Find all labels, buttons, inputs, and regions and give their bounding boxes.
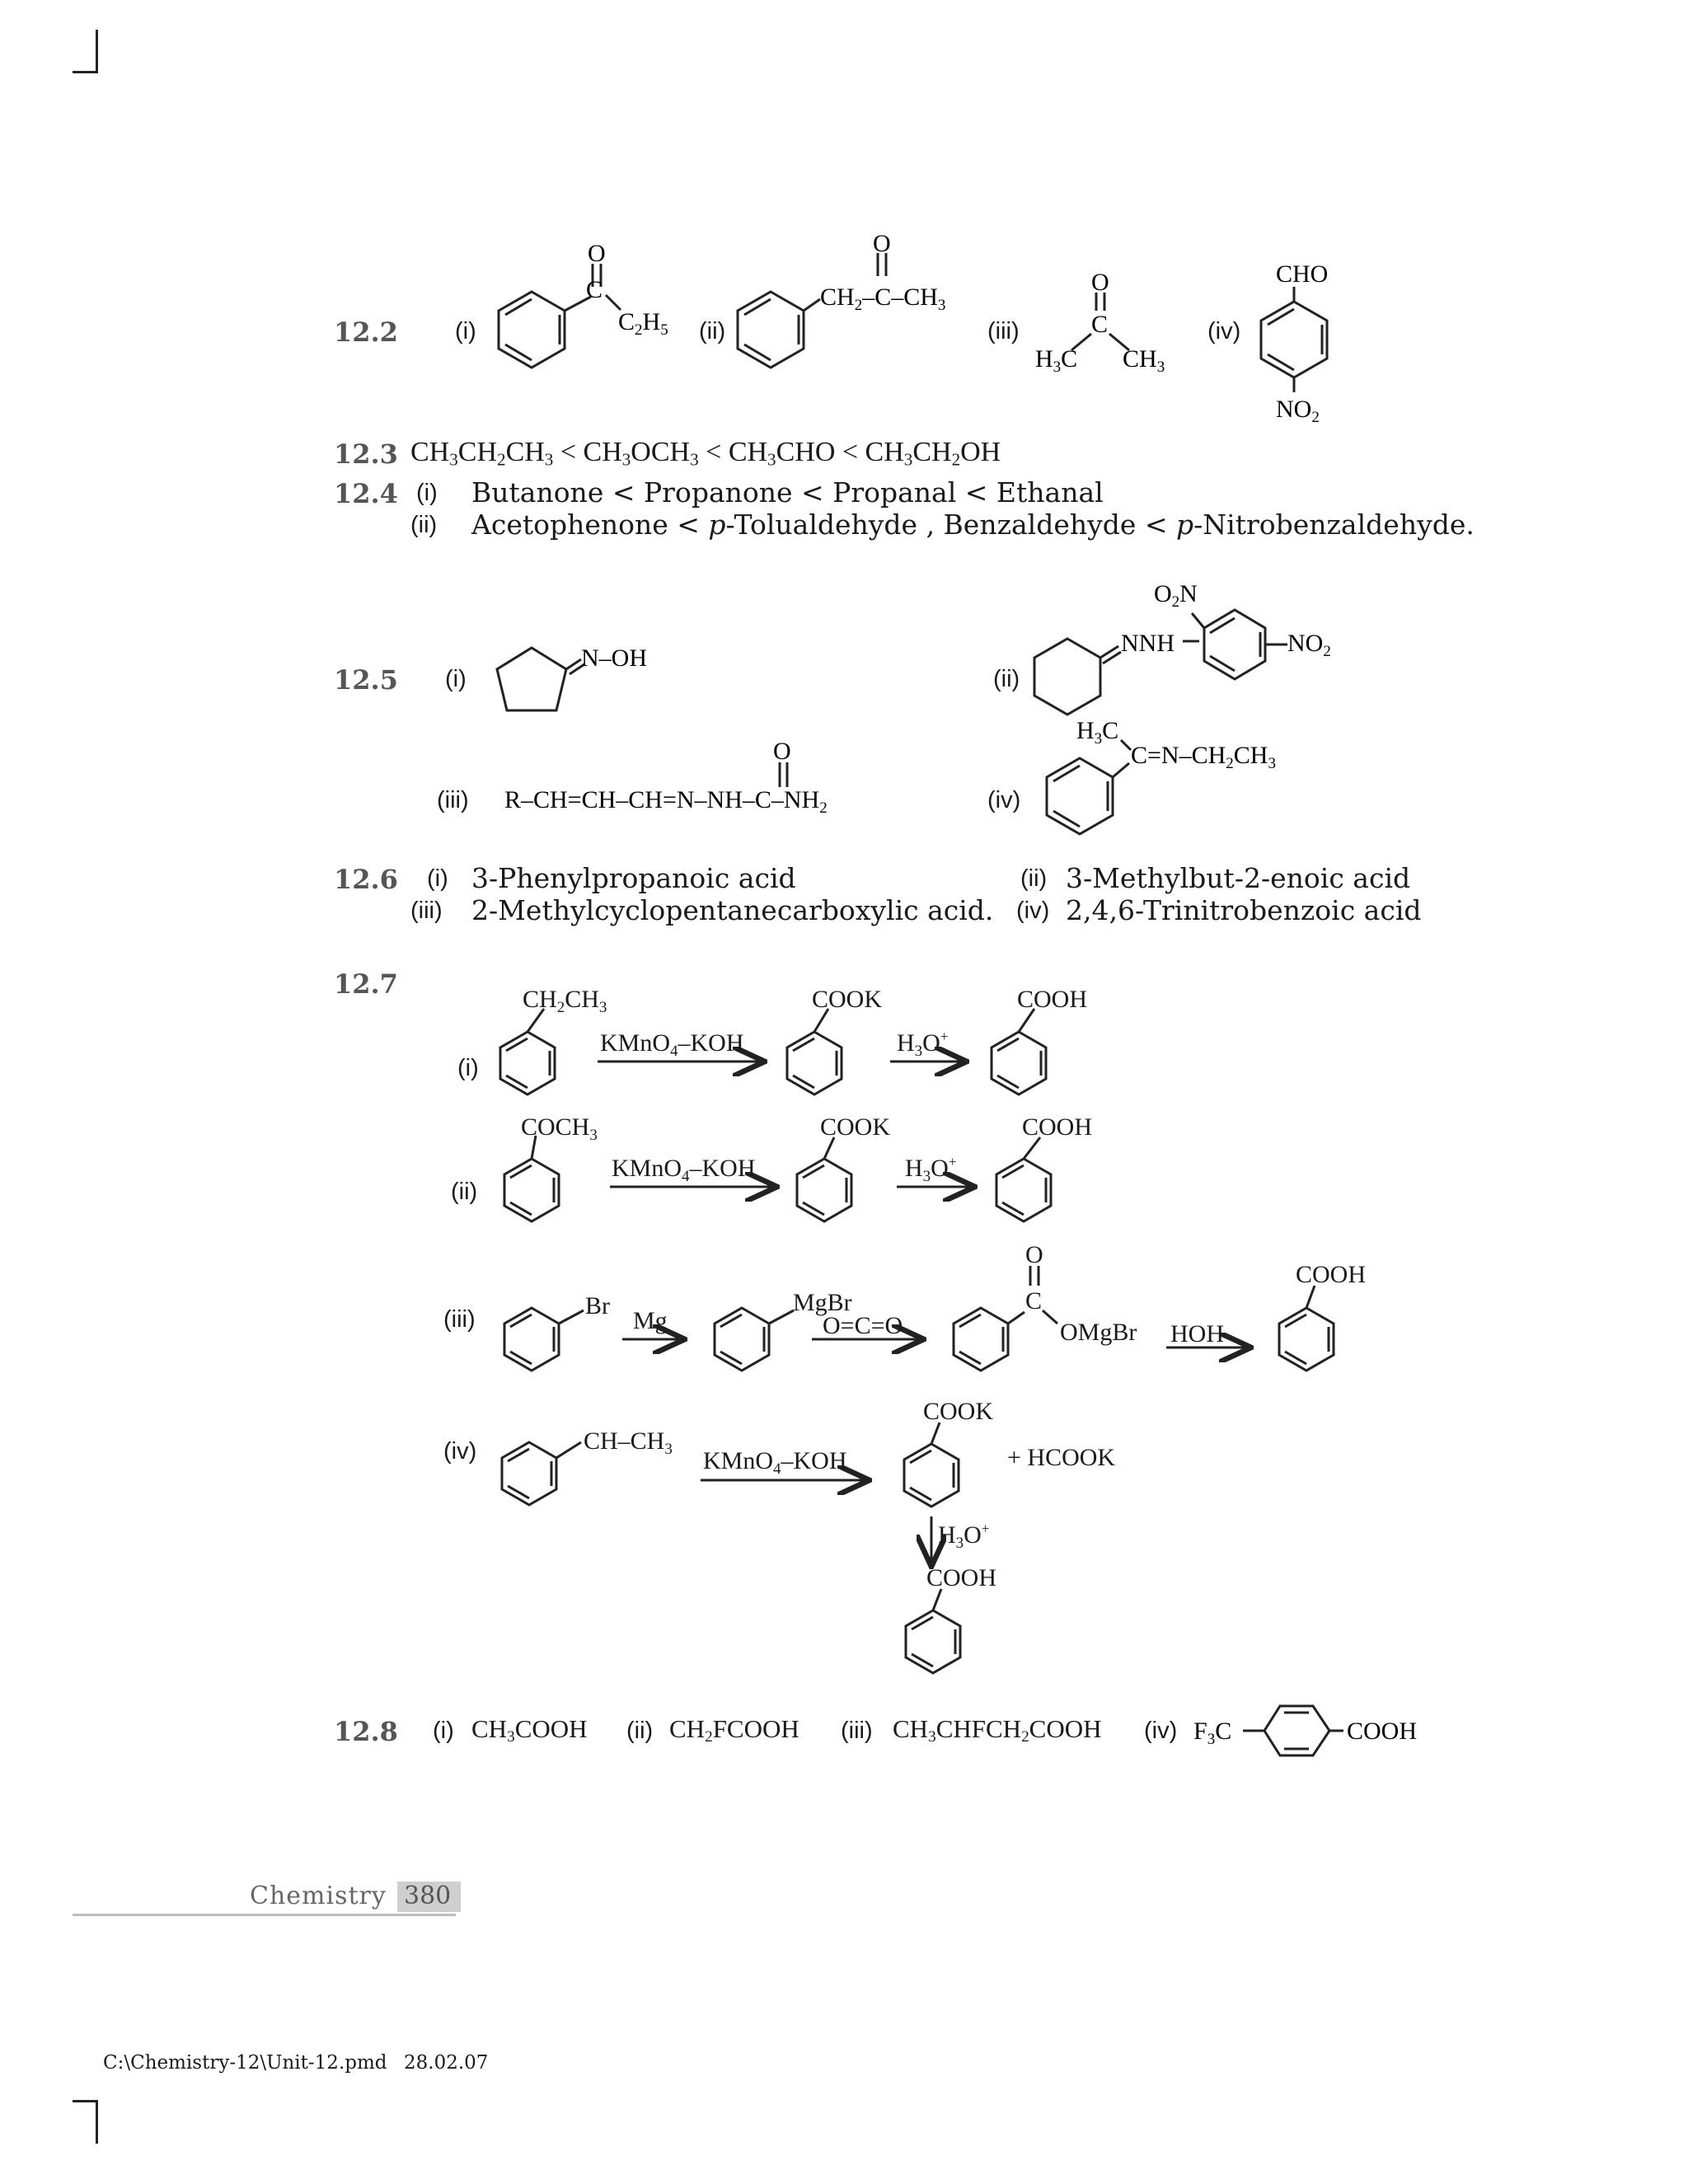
svg-text:C2H5: $C_2H_5$ xyxy=(618,308,668,339)
svg-text:KMnO4–KOH: KMnO$_4$–KOH xyxy=(703,1447,847,1478)
reactivity-order: Acetophenone < p-Tolualdehyde , Benzaldehyde < p-Nitrobenzaldehyde. xyxy=(471,509,1475,541)
footer-page-number: 380 xyxy=(397,1882,461,1912)
part-label: (iv) xyxy=(1207,318,1241,344)
part-label: (i) xyxy=(433,1718,454,1744)
question-number: 12.2 xyxy=(334,316,398,348)
boiling-point-order: $CH_3CH_2CH_3 < CH_3OCH_3 < CH_3CHO < CH_3CH_2OH$ xyxy=(410,437,1001,470)
svg-text:COOH: COOH xyxy=(1296,1261,1367,1288)
svg-text:+ HCOOK: + HCOOK xyxy=(1007,1444,1116,1471)
part-label: (iii) xyxy=(437,787,469,813)
part-label: (iii) xyxy=(443,1306,476,1333)
part-label: (iii) xyxy=(987,318,1020,344)
svg-text:COOH: COOH xyxy=(1347,1718,1418,1745)
svg-text:H3O+: $H_3O^+$ xyxy=(905,1154,957,1185)
svg-text:O2N: $O_2N$ xyxy=(1154,580,1198,611)
svg-text:H3O+: $H_3O^+$ xyxy=(938,1521,990,1552)
svg-text:CH2–C–CH3: $CH_2-C-CH_3$ xyxy=(820,284,946,314)
part-label: (iv) xyxy=(987,787,1021,813)
iupac-name: 2,4,6-Trinitrobenzoic acid xyxy=(1066,894,1422,926)
svg-text:KMnO4–KOH: KMnO$_4$–KOH xyxy=(600,1029,744,1060)
svg-text:N–OH: N–OH xyxy=(581,644,647,672)
part-label: (iii) xyxy=(410,898,443,924)
svg-text:O: O xyxy=(1025,1241,1043,1268)
part-label: (i) xyxy=(427,865,448,892)
svg-text:Mg: Mg xyxy=(633,1307,668,1334)
iupac-name: 3-Methylbut-2-enoic acid xyxy=(1066,862,1411,894)
part-label: (i) xyxy=(416,480,438,506)
svg-text:H3C: $H_3C$ xyxy=(1035,345,1078,376)
question-number: 12.7 xyxy=(334,968,398,1000)
svg-text:COOH: COOH xyxy=(1022,1113,1093,1141)
acid-formula: $CH_3CHFCH_2COOH$ xyxy=(893,1714,1102,1746)
svg-text:KMnO4–KOH: KMnO$_4$–KOH xyxy=(612,1155,756,1185)
svg-text:COOK: COOK xyxy=(820,1113,891,1141)
svg-text:MgBr: MgBr xyxy=(793,1289,852,1316)
svg-text:F3C: $F_3C$ xyxy=(1193,1718,1232,1748)
part-label: (i) xyxy=(455,318,476,344)
svg-text:O: O xyxy=(773,738,791,765)
svg-text:CH2CH3: $CH_2CH_3$ xyxy=(523,986,607,1016)
svg-text:COOK: COOK xyxy=(923,1398,994,1425)
svg-text:COCH3: $COCH_3$ xyxy=(521,1113,598,1144)
part-label: (ii) xyxy=(1020,865,1048,892)
part-label: (ii) xyxy=(699,318,726,344)
part-label: (i) xyxy=(445,666,467,692)
svg-text:CH3: $CH_3$ xyxy=(1123,345,1165,376)
svg-text:H3O+: $H_3O^+$ xyxy=(897,1029,949,1060)
part-label: (ii) xyxy=(626,1718,654,1744)
part-label: (i) xyxy=(457,1055,479,1081)
file-date: 28.02.07 xyxy=(404,2052,489,2074)
question-number: 12.4 xyxy=(334,478,398,509)
part-label: (iii) xyxy=(841,1718,873,1744)
svg-text:R–CH=CH–CH=N–NH–C–NH2: $R-CH=CH-CH=N-NH-C-NH_2$ xyxy=(504,786,828,817)
svg-text:CH–CH3: $CH-CH_3$ xyxy=(584,1427,673,1458)
acid-formula: $CH_3COOH$ xyxy=(471,1714,588,1746)
svg-text:O: O xyxy=(588,240,606,267)
part-label: (iv) xyxy=(443,1438,477,1465)
part-label: (ii) xyxy=(410,512,438,538)
question-number: 12.8 xyxy=(334,1716,398,1747)
question-number: 12.6 xyxy=(334,864,398,895)
svg-text:O: O xyxy=(873,230,891,257)
svg-text:O=C=O: O=C=O xyxy=(823,1312,903,1339)
file-path: C:\Chemistry-12\Unit-12.pmd xyxy=(103,2052,387,2074)
svg-text:NO2: $NO_2$ xyxy=(1276,396,1320,426)
svg-text:CHO: CHO xyxy=(1276,260,1329,288)
svg-text:COOK: COOK xyxy=(812,986,883,1013)
question-number: 12.5 xyxy=(334,664,398,696)
footer-subject: Chemistry xyxy=(250,1882,387,1910)
part-label: (iv) xyxy=(1016,898,1050,924)
svg-text:COOH: COOH xyxy=(1017,986,1088,1013)
svg-text:NO2: $NO_2$ xyxy=(1287,630,1331,660)
iupac-name: 2-Methylcyclopentanecarboxylic acid. xyxy=(471,894,994,926)
svg-text:COOH: COOH xyxy=(926,1564,997,1591)
svg-text:C: C xyxy=(586,276,603,303)
svg-text:C: C xyxy=(1025,1287,1043,1315)
part-label: (ii) xyxy=(451,1179,478,1205)
part-label: (ii) xyxy=(993,666,1020,692)
svg-text:Br: Br xyxy=(585,1292,610,1319)
svg-text:C: C xyxy=(1091,311,1109,338)
trifluoromethylbenzoic-acid-structure xyxy=(1193,1696,1441,1770)
part-label: (iv) xyxy=(1144,1718,1178,1744)
acid-formula: $CH_2FCOOH$ xyxy=(669,1714,799,1746)
svg-text:OMgBr: OMgBr xyxy=(1060,1319,1137,1346)
reactivity-order: Butanone < Propanone < Propanal < Ethanal xyxy=(471,476,1104,509)
svg-text:C=N–CH2CH3: $C=N-CH_2CH_3$ xyxy=(1131,742,1276,772)
svg-text:NNH: NNH xyxy=(1121,630,1175,657)
question-number: 12.3 xyxy=(334,438,398,470)
svg-text:O: O xyxy=(1091,269,1109,296)
svg-text:H3C: $H_3C$ xyxy=(1076,717,1119,748)
footer-rule xyxy=(73,1914,456,1916)
iupac-name: 3-Phenylpropanoic acid xyxy=(471,862,796,894)
svg-text:HOH: HOH xyxy=(1170,1320,1224,1347)
